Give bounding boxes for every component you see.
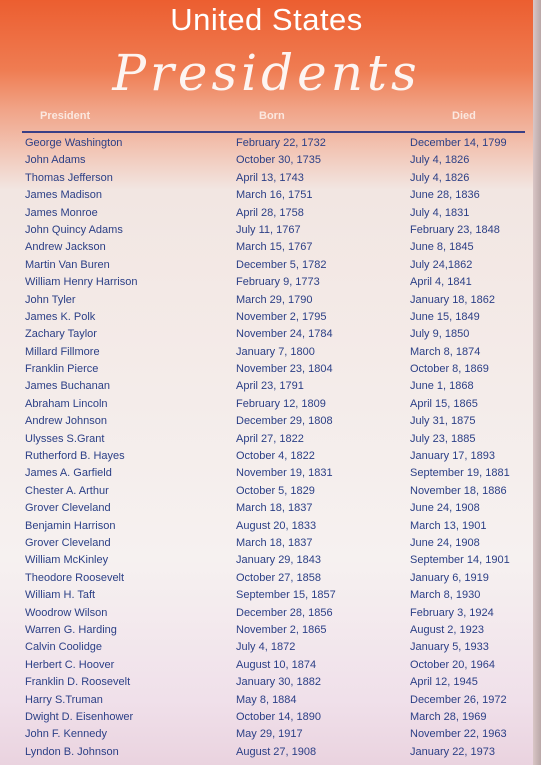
died-date-cell: November 22, 1963 [410, 728, 507, 741]
column-headers [0, 110, 533, 126]
born-date-cell: December 29, 1808 [236, 415, 333, 428]
president-name-cell: Benjamin Harrison [25, 519, 116, 532]
born-date-cell: March 18, 1837 [236, 502, 313, 515]
president-name-cell: Franklin D. Roosevelt [25, 676, 131, 689]
table-row [0, 500, 533, 517]
president-name-cell: Grover Cleveland [25, 502, 111, 515]
born-date-cell: May 8, 1884 [236, 693, 297, 706]
died-date-cell: January 6, 1919 [410, 571, 489, 584]
card-title: United States [170, 2, 363, 37]
card-subtitle-script: Presidents [112, 44, 421, 102]
president-name-cell: Chester A. Arthur [25, 484, 109, 497]
table-row [0, 239, 533, 256]
born-date-cell: April 28, 1758 [236, 206, 304, 219]
table-row [0, 257, 533, 274]
table-row [0, 674, 533, 691]
card-edge [533, 0, 541, 765]
table-row [0, 483, 533, 500]
died-date-cell: March 8, 1874 [410, 345, 481, 358]
president-name-cell: Rutherford B. Hayes [25, 450, 125, 463]
born-date-cell: April 27, 1822 [236, 432, 304, 445]
died-date-cell: January 18, 1862 [410, 293, 496, 306]
died-date-cell: October 8, 1869 [410, 363, 489, 376]
president-name-cell: Ulysses S.Grant [25, 432, 105, 445]
table-row [0, 587, 533, 604]
president-name-cell: Andrew Jackson [25, 241, 106, 254]
president-name-cell: Calvin Coolidge [25, 641, 103, 654]
president-name-cell: Thomas Jefferson [25, 171, 113, 184]
president-name-cell: Franklin Pierce [25, 363, 99, 376]
born-date-cell: April 23, 1791 [236, 380, 304, 393]
born-date-cell: August 27, 1908 [236, 745, 317, 758]
died-date-cell: July 31, 1875 [410, 415, 476, 428]
died-date-cell: January 22, 1973 [410, 745, 496, 758]
table-row [0, 552, 533, 569]
died-date-cell: June 1, 1868 [410, 380, 474, 393]
president-name-cell: James Monroe [25, 206, 98, 219]
died-date-cell: March 28, 1969 [410, 710, 487, 723]
born-date-cell: January 30, 1882 [236, 676, 322, 689]
born-date-cell: November 24, 1784 [236, 328, 333, 341]
table-row [0, 222, 533, 239]
table-row [0, 187, 533, 204]
table-row [0, 396, 533, 413]
header-president: President [40, 110, 91, 122]
header-divider [22, 131, 525, 133]
president-name-cell: James A. Garfield [25, 467, 112, 480]
died-date-cell: December 26, 1972 [410, 693, 507, 706]
president-name-cell: Theodore Roosevelt [25, 571, 125, 584]
president-name-cell: John Quincy Adams [25, 223, 123, 236]
president-name-cell: John F. Kennedy [25, 728, 107, 741]
died-date-cell: July 9, 1850 [410, 328, 470, 341]
table-row [0, 361, 533, 378]
table-row [0, 292, 533, 309]
died-date-cell: October 20, 1964 [410, 658, 496, 671]
died-date-cell: July 4, 1826 [410, 171, 470, 184]
table-row [0, 709, 533, 726]
born-date-cell: January 29, 1843 [236, 554, 322, 567]
died-date-cell: August 2, 1923 [410, 623, 485, 636]
president-name-cell: Woodrow Wilson [25, 606, 108, 619]
table-row [0, 744, 533, 761]
born-date-cell: August 20, 1833 [236, 519, 317, 532]
president-name-cell: James K. Polk [25, 310, 96, 323]
died-date-cell: March 8, 1930 [410, 589, 481, 602]
president-name-cell: Harry S.Truman [25, 693, 103, 706]
born-date-cell: February 22, 1732 [236, 137, 326, 149]
president-name-cell: Dwight D. Eisenhower [25, 710, 134, 723]
president-name-cell: John Tyler [25, 293, 76, 306]
born-date-cell: September 15, 1857 [236, 589, 336, 602]
born-date-cell: May 29, 1917 [236, 728, 303, 741]
born-date-cell: January 7, 1800 [236, 345, 315, 358]
born-date-cell: November 19, 1831 [236, 467, 333, 480]
born-date-cell: October 27, 1858 [236, 571, 322, 584]
table-row [0, 605, 533, 622]
born-date-cell: October 5, 1829 [236, 484, 315, 497]
died-date-cell: April 12, 1945 [410, 676, 478, 689]
president-name-cell: Abraham Lincoln [25, 397, 108, 410]
president-name-cell: William Henry Harrison [25, 276, 138, 289]
president-name-cell: Lyndon B. Johnson [25, 745, 119, 758]
born-date-cell: October 30, 1735 [236, 154, 322, 167]
president-name-cell: Martin Van Buren [25, 258, 110, 271]
table-row [0, 692, 533, 709]
died-date-cell: July 4, 1831 [410, 206, 470, 219]
died-date-cell: June 24, 1908 [410, 502, 480, 515]
president-name-cell: William McKinley [25, 554, 109, 567]
table-row [0, 135, 533, 152]
died-date-cell: July 4, 1826 [410, 154, 470, 167]
born-date-cell: March 16, 1751 [236, 189, 313, 202]
born-date-cell: October 4, 1822 [236, 450, 315, 463]
born-date-cell: February 12, 1809 [236, 397, 326, 410]
born-date-cell: November 2, 1795 [236, 310, 327, 323]
president-name-cell: Millard Fillmore [25, 345, 100, 358]
born-date-cell: July 11, 1767 [236, 223, 301, 236]
president-name-cell: John Adams [25, 154, 86, 167]
president-name-cell: George Washington [25, 137, 123, 149]
header-born: Born [259, 110, 285, 122]
born-date-cell: February 9, 1773 [236, 276, 320, 289]
table-row [0, 170, 533, 187]
table-row [0, 413, 533, 430]
table-row [0, 465, 533, 482]
born-date-cell: November 2, 1865 [236, 623, 327, 636]
born-date-cell: July 4, 1872 [236, 641, 296, 654]
table-row [0, 309, 533, 326]
president-name-cell: Andrew Johnson [25, 415, 107, 428]
table-row [0, 152, 533, 169]
died-date-cell: January 17, 1893 [410, 450, 496, 463]
president-name-cell: William H. Taft [25, 589, 96, 602]
president-name-cell: Zachary Taylor [25, 328, 97, 341]
born-date-cell: March 29, 1790 [236, 293, 313, 306]
died-date-cell: July 24,1862 [410, 258, 473, 271]
died-date-cell: March 13, 1901 [410, 519, 487, 532]
table-row [0, 535, 533, 552]
table-row [0, 570, 533, 587]
header-died: Died [452, 110, 476, 122]
president-name-cell: James Buchanan [25, 380, 110, 393]
died-date-cell: July 23, 1885 [410, 432, 476, 445]
table-row [0, 639, 533, 656]
president-name-cell: Herbert C. Hoover [25, 658, 115, 671]
born-date-cell: March 15, 1767 [236, 241, 313, 254]
died-date-cell: November 18, 1886 [410, 484, 507, 497]
died-date-cell: September 19, 1881 [410, 467, 510, 480]
table-row [0, 726, 533, 743]
died-date-cell: September 14, 1901 [410, 554, 510, 567]
table-row [0, 448, 533, 465]
table-row [0, 378, 533, 395]
table-row [0, 622, 533, 639]
died-date-cell: June 8, 1845 [410, 241, 474, 254]
president-name-cell: Grover Cleveland [25, 536, 111, 549]
born-date-cell: December 28, 1856 [236, 606, 333, 619]
born-date-cell: November 23, 1804 [236, 363, 333, 376]
died-date-cell: February 23, 1848 [410, 223, 500, 236]
died-date-cell: February 3, 1924 [410, 606, 494, 619]
born-date-cell: October 14, 1890 [236, 710, 322, 723]
table-row [0, 657, 533, 674]
table-row [0, 274, 533, 291]
born-date-cell: August 10, 1874 [236, 658, 317, 671]
table-row [0, 326, 533, 343]
table-row [0, 431, 533, 448]
born-date-cell: March 18, 1837 [236, 536, 313, 549]
died-date-cell: June 28, 1836 [410, 189, 480, 202]
died-date-cell: April 4, 1841 [410, 276, 472, 289]
died-date-cell: December 14, 1799 [410, 137, 507, 149]
born-date-cell: April 13, 1743 [236, 171, 304, 184]
presidents-table [0, 135, 533, 761]
president-name-cell: James Madison [25, 189, 103, 202]
table-row [0, 518, 533, 535]
died-date-cell: January 5, 1933 [410, 641, 489, 654]
born-date-cell: December 5, 1782 [236, 258, 327, 271]
died-date-cell: June 15, 1849 [410, 310, 480, 323]
president-name-cell: Warren G. Harding [25, 623, 117, 636]
died-date-cell: April 15, 1865 [410, 397, 478, 410]
table-row [0, 205, 533, 222]
table-row [0, 344, 533, 361]
died-date-cell: June 24, 1908 [410, 536, 480, 549]
